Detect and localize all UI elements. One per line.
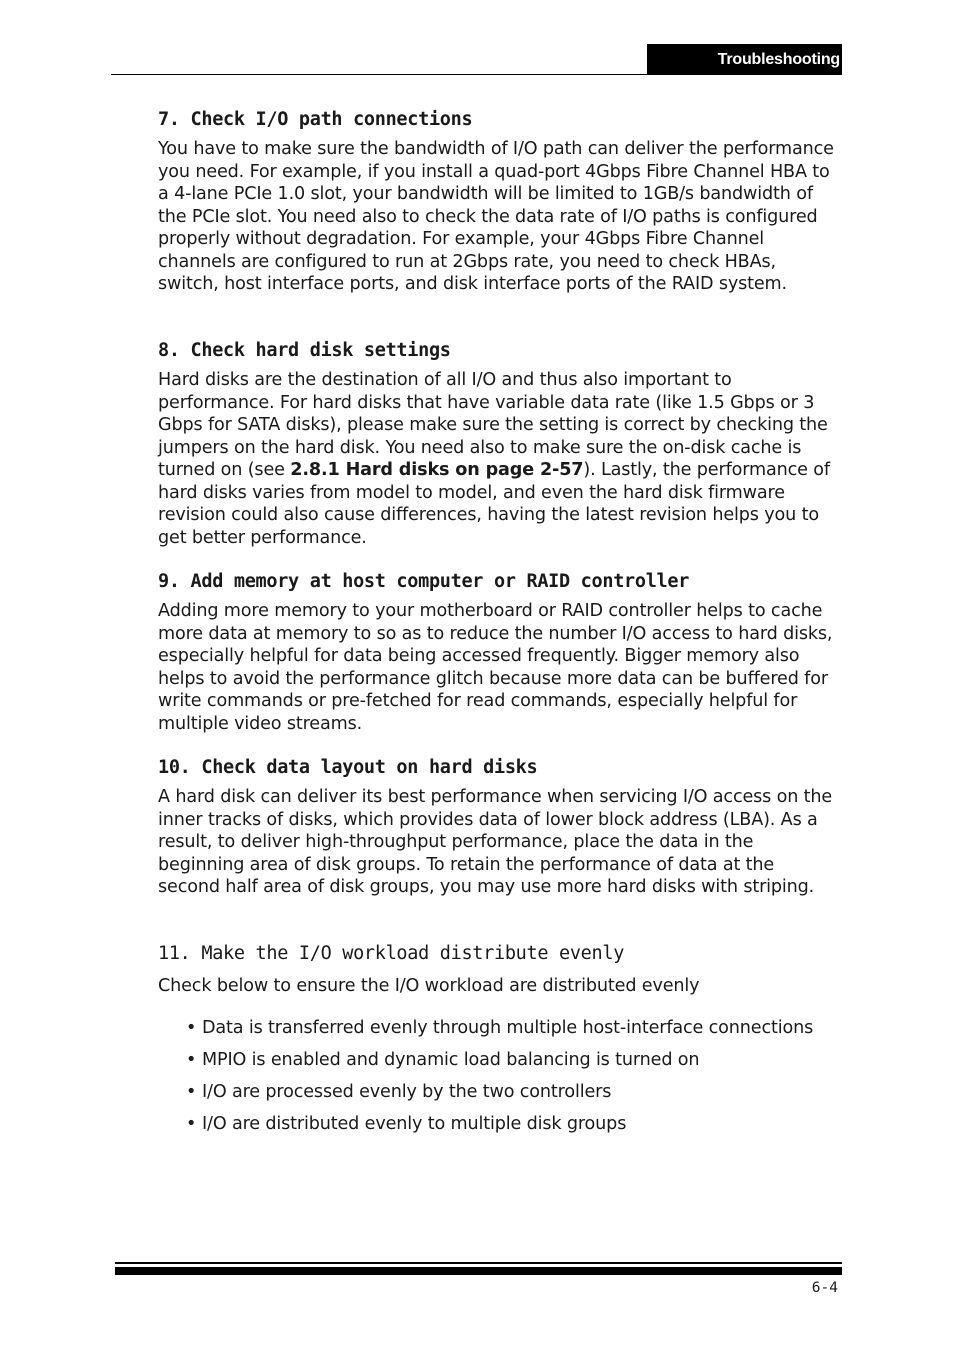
section-paragraph: Check below to ensure the I/O workload are distributed evenly: [158, 976, 700, 996]
footer-rule-thin: [115, 1262, 842, 1264]
list-item: • Data is transferred evenly through multiple host-interface connections: [186, 1017, 814, 1038]
section-add-memory: [158, 568, 838, 735]
section-heading: 11. Make the I/O workload distribute evenly: [158, 943, 625, 964]
bullet-list: [186, 1017, 838, 1136]
paragraph-text: Hard disks are the destination of all I/O and thus also important to performance. For hard disks that have variable data rate (like 1.5 Gbps or 3 Gbps for SATA disks), please make sure the setting is correct by checking the jumpers on the hard disk. You need also to make sure the on-disk cache is turned on (see: [158, 370, 828, 480]
section-paragraph: You have to make sure the bandwidth of I/O path can deliver the performance you need. For example, if you install a quad-port 4Gbps Fibre Channel HBA to a 4-lane PCIe 1.0 slot, your bandwidth will be limited to 1GB/s bandwidth of the PCIe slot. You need also to check the data rate of I/O paths is configured properly without degradation. For example, your 4Gbps Fibre Channel channels are configured to run at 2Gbps rate, you need to check HBAs, switch, host interface ports, and disk interface ports of the RAID system.: [158, 139, 834, 294]
section-distribute-workload: [158, 940, 838, 1145]
section-paragraph: Adding more memory to your motherboard or RAID controller helps to cache more data at memory to so as to reduce the number I/O access to hard disks, especially helpful for data being accessed frequently. Bigger memory also helps to avoid the performance glitch because more data can be buffered for write commands or pre-fetched for read commands, especially helpful for multiple video streams.: [158, 601, 833, 734]
section-check-data-layout: [158, 754, 838, 899]
header-rule: [111, 74, 647, 75]
bullet-glyph: •: [186, 1049, 197, 1070]
list-item: • MPIO is enabled and dynamic load balancing is turned on: [186, 1049, 700, 1070]
section-heading: 7. Check I/O path connections: [158, 109, 473, 130]
footer-rule-thick: [115, 1267, 842, 1275]
section-heading: 10. Check data layout on hard disks: [158, 757, 538, 778]
section-tab: Troubleshooting: [647, 44, 842, 75]
paragraph-text: ). Lastly, the performance of hard disks varies from model to model, and even the hard disk firmware revision could also cause differences, having the latest revision helps you to get better performance.: [158, 460, 830, 548]
section-paragraph: A hard disk can deliver its best performance when servicing I/O access on the inner tracks of disks, which provides data of lower block address (LBA). As a result, to deliver high-throughput performance, place the data in the beginning area of disk groups. To retain the performance of data at the second half area of disk groups, you may use more hard disks with striping.: [158, 787, 833, 897]
cross-reference: 2.8.1 Hard disks on page 2-57: [290, 460, 584, 480]
section-heading: 8. Check hard disk settings: [158, 340, 451, 361]
section-paragraph: [158, 369, 838, 549]
page-number: 6-4: [811, 1280, 838, 1296]
section-heading: 9. Add memory at host computer or RAID controller: [158, 571, 690, 592]
list-item: • I/O are distributed evenly to multiple disk groups: [186, 1113, 627, 1134]
section-check-hard-disk-settings: [158, 337, 838, 549]
list-item: • I/O are processed evenly by the two controllers: [186, 1081, 612, 1102]
bullet-glyph: •: [186, 1081, 197, 1102]
section-check-io-path: [158, 106, 838, 296]
bullet-glyph: •: [186, 1017, 197, 1038]
bullet-glyph: •: [186, 1113, 197, 1134]
